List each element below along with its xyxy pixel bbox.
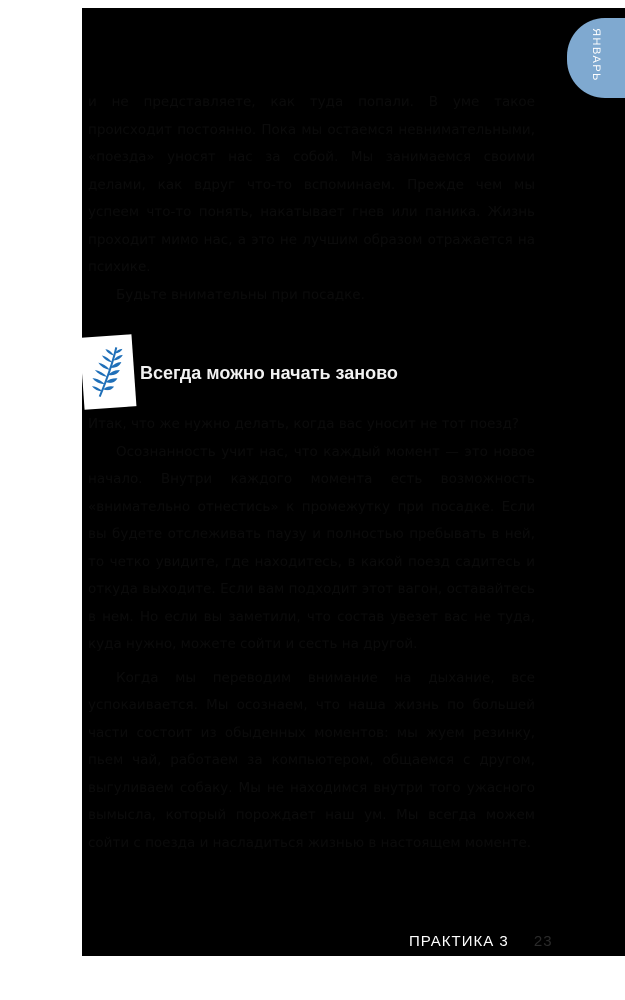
month-label-container (579, 20, 613, 90)
leaf-icon (86, 341, 130, 404)
paragraph: Будьте внимательны при посадке. (116, 286, 365, 303)
page-number: 23 (533, 933, 553, 950)
month-label: ЯНВАРЬ (590, 28, 603, 82)
footer-section-label: ПРАКТИКА 3 (409, 933, 509, 950)
page-footer (409, 933, 553, 950)
paragraph: Когда мы переводим внимание на дыхание, все успокаивается. Мы осознаем, что наша жизнь по большей части состоит из обыденных моментов: мы жуем резинку, пьем чай, работаем за компьютером, общаемся с другом, выгуливаем собаку. Мы не находимся внутри того ужасного вымысла, который порождает наш ум. Мы всегда можем сойти с поезда и насладиться жизнью в настоящем моменте. (88, 669, 535, 851)
section-heading-row (82, 336, 542, 408)
paragraph: и не представляете, как туда попали. В уме такое происходит постоянно. Пока мы остаемся невнимательными, «поезда» уносят нас за собой. Мы занимаемся своими делами, как вдруг что-то вспоминаем. Прежде чем мы успеем что-то понять, накатывает гнев или паника. Жизнь проходит мимо нас, а это не лучшим образом отражается на психике. (88, 94, 535, 275)
paragraph: Итак, что же нужно делать, когда вас уносит не тот поезд? (88, 416, 519, 432)
body-text-bottom (88, 411, 535, 857)
body-text-top (88, 89, 535, 309)
leaf-icon-card (80, 334, 137, 409)
section-heading: Всегда можно начать заново (140, 363, 398, 383)
paragraph: Осознанность учит нас, что каждый момент — это новое начало. Внутри каждого момента есть возможность «внимательно отнестись» к промежутку при посадке. Если вы будете отслеживать паузу и полностью пребывать в ней, то четко увидите, где находитесь, в какой поезд садитесь и откуда выходите. Если вам подходит этот вагон, оставайтесь в нем. Но если вы заметили, что состав увезет вас не туда, куда нужно, можете сойти и сесть на другой. (88, 443, 535, 652)
